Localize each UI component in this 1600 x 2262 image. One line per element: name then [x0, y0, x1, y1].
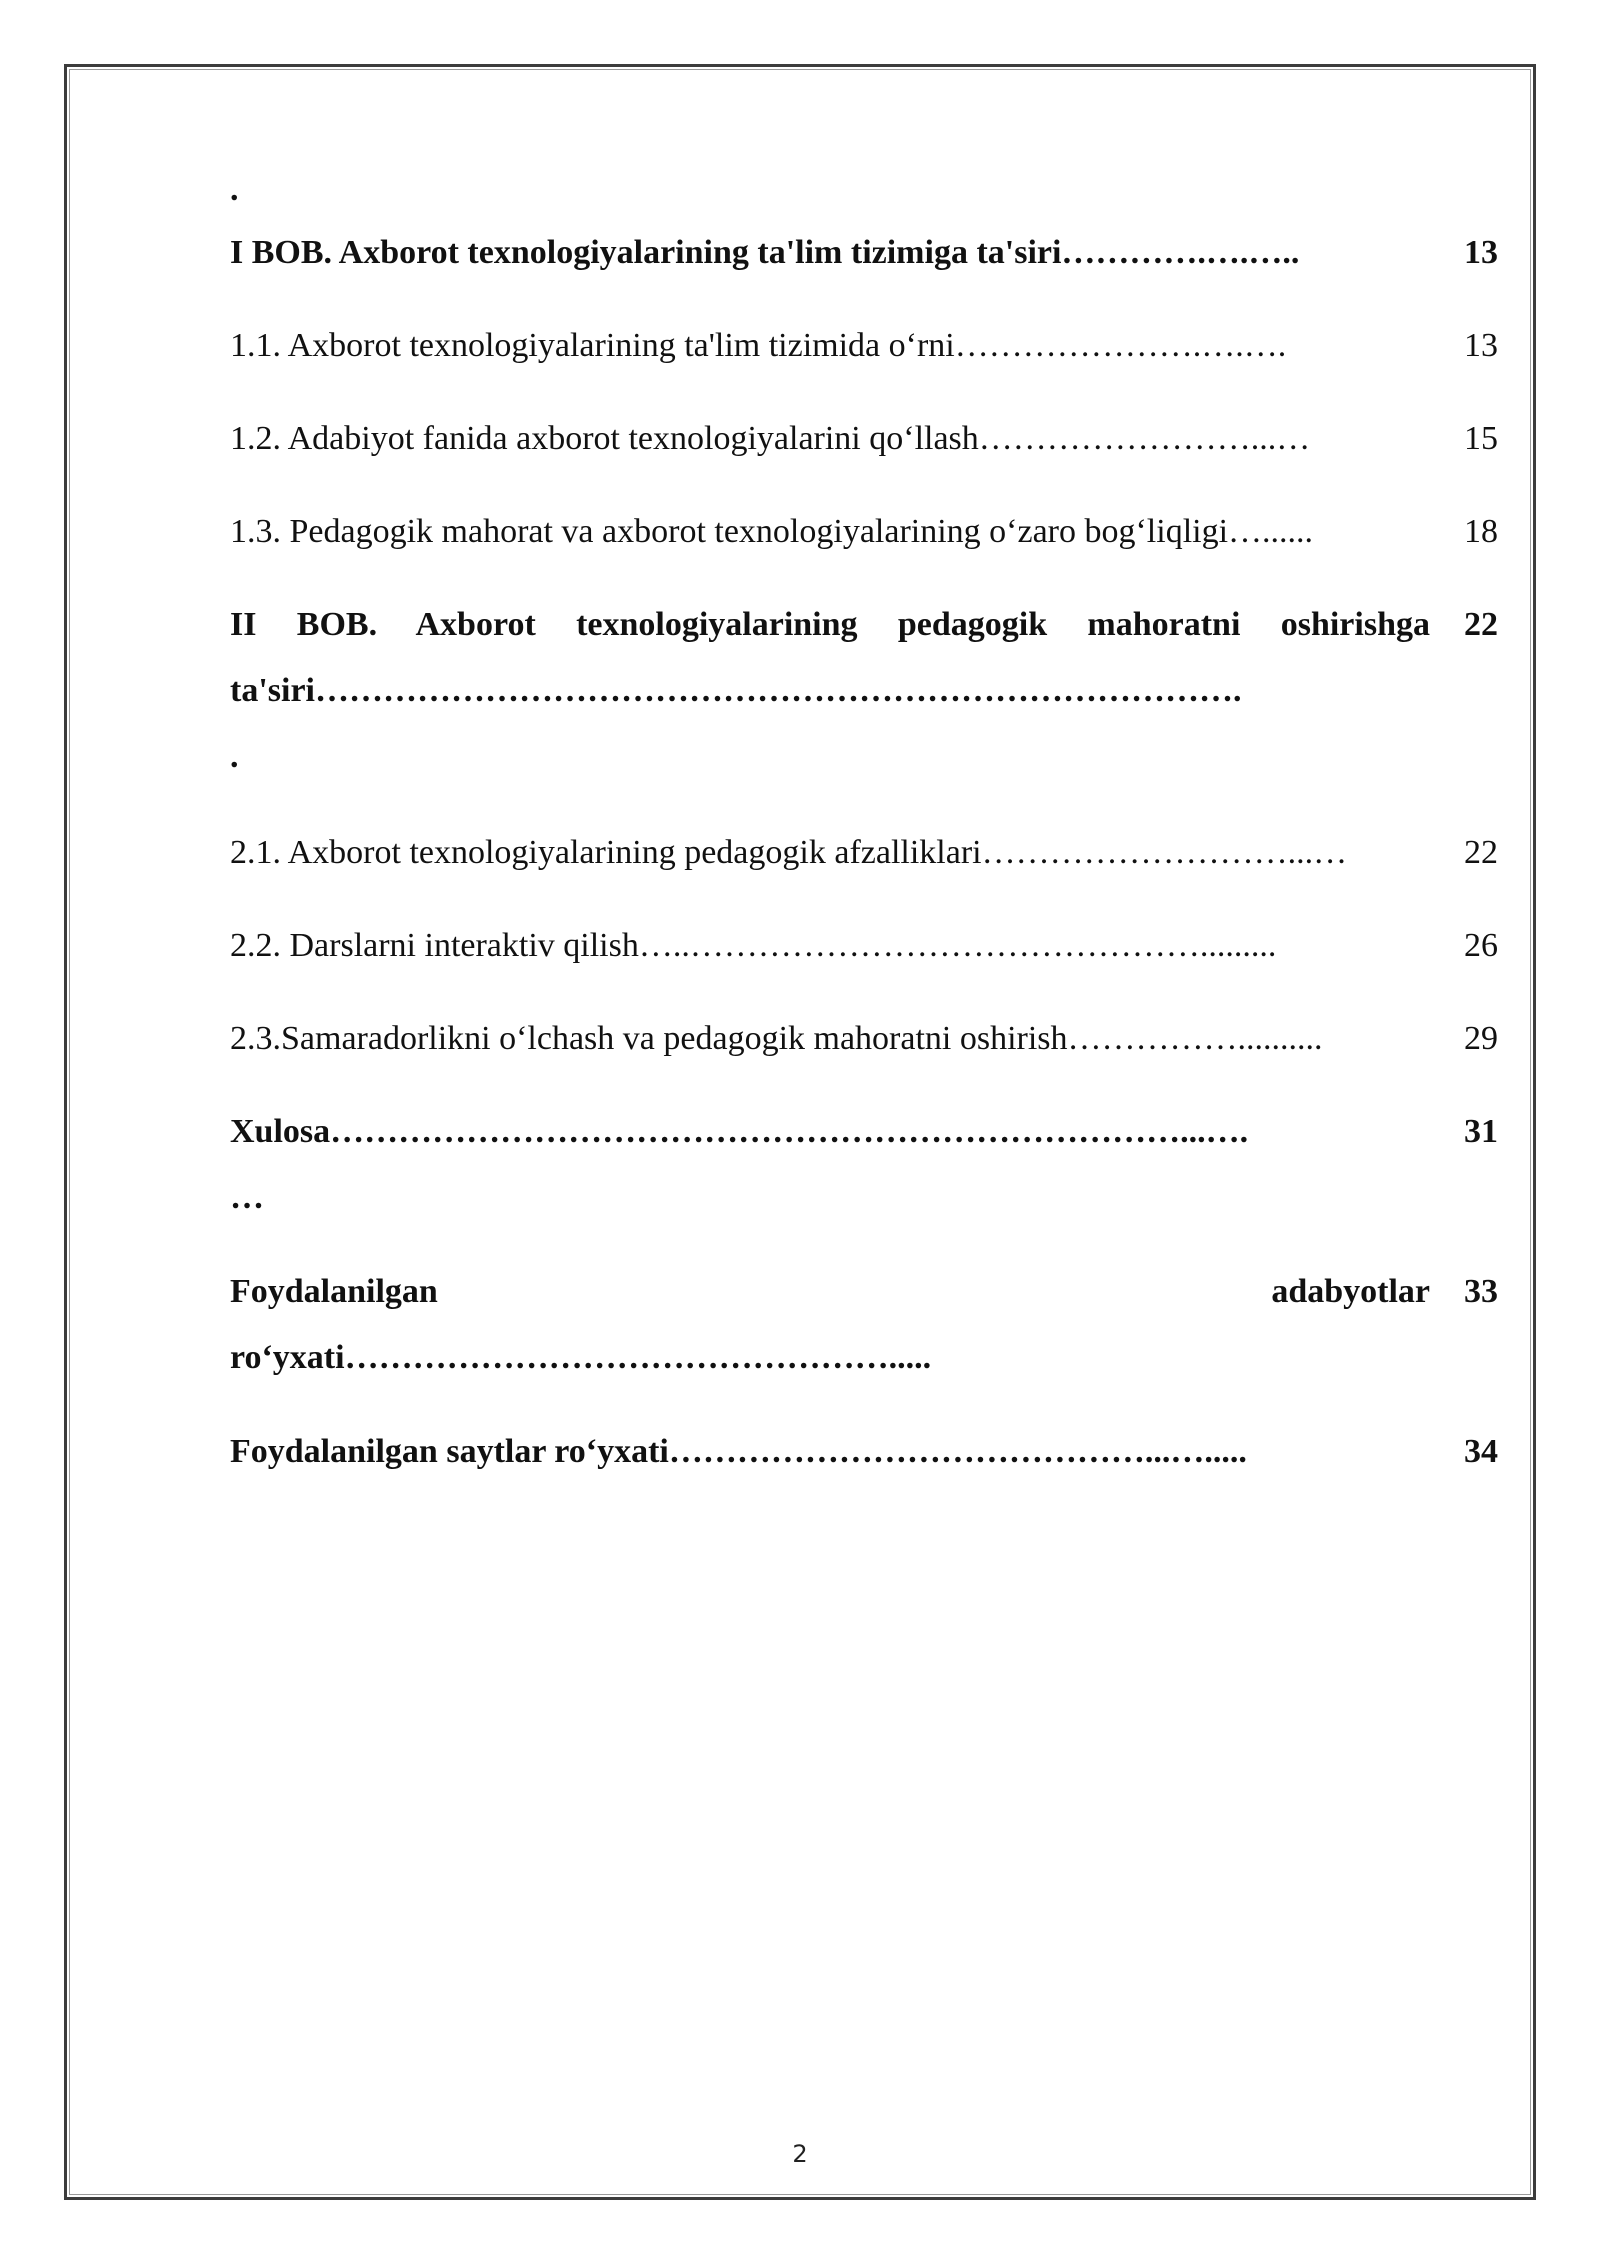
toc-entry-section-1-3[interactable]: [230, 499, 1498, 565]
toc-entry-page: 13: [1464, 327, 1498, 364]
toc-entry-title: [230, 592, 1430, 790]
toc-entry-chapter-2[interactable]: [230, 592, 1498, 790]
toc-entry-bibliography[interactable]: [230, 1259, 1498, 1391]
toc-entry-title: 2.1. Axborot texnologiyalarining pedagogik afzalliklari………………………...…: [230, 834, 1348, 871]
toc-entry-section-2-1[interactable]: [230, 820, 1498, 886]
toc-entry-title: Foydalanilgan saytlar ro‘yxati……………………………………...….....: [230, 1433, 1247, 1470]
page-number: 2: [792, 2140, 808, 2168]
toc-entry-title: 1.3. Pedagogik mahorat va axborot texnologiyalarining o‘zaro bog‘liqligi…......: [230, 513, 1314, 550]
toc-entry-conclusion[interactable]: [230, 1099, 1498, 1231]
table-of-contents: [230, 160, 1498, 1512]
toc-entry-page: 31: [1464, 1113, 1498, 1150]
toc-entry-page: 29: [1464, 1020, 1498, 1057]
toc-entry-page: 13: [1464, 234, 1498, 271]
toc-entry-section-1-1[interactable]: [230, 313, 1498, 379]
leading-dot: .: [230, 171, 239, 208]
toc-entry-page: 18: [1464, 513, 1498, 550]
toc-entry-title-line-2: ta'siri……………………………………………………………………….: [230, 672, 1242, 709]
toc-entry-section-2-3[interactable]: [230, 1006, 1498, 1072]
toc-entry-title-line-1: II BOB. Axborot texnologiyalarining pedagogik mahoratni oshirishga: [230, 606, 1430, 643]
toc-entry-page: 34: [1464, 1433, 1498, 1470]
toc-entry-title: I BOB. Axborot texnologiyalarining ta'lim tizimiga ta'siri………….….…..: [230, 234, 1300, 271]
toc-entry-page: 33: [1464, 1273, 1498, 1310]
toc-entry-section-1-2[interactable]: [230, 406, 1498, 472]
toc-entry-title: 2.3.Samaradorlikni o‘lchash va pedagogik mahoratni oshirish……………..........: [230, 1020, 1323, 1057]
toc-entry-title-line-3: .: [230, 738, 239, 775]
toc-entry-chapter-1[interactable]: [230, 220, 1498, 286]
toc-entry-title-line-2: ro‘yxati………………………………………….....: [230, 1339, 932, 1376]
toc-entry-title: 2.2. Darslarni interaktiv qilish…..……………………………………….........: [230, 927, 1277, 964]
toc-entry-title: 1.2. Adabiyot fanida axborot texnologiyalarini qo‘llash……………………...…: [230, 420, 1311, 457]
toc-entry-title-line-1: Xulosa…………………………………………………………………...….: [230, 1113, 1249, 1150]
toc-entry-title: 1.1. Axborot texnologiyalarining ta'lim tizimida o‘rni………………….….….: [230, 327, 1287, 364]
toc-entry-page: 15: [1464, 420, 1498, 457]
toc-entry-page: 22: [1464, 606, 1498, 643]
toc-entry-title: [230, 1099, 1430, 1231]
toc-entry-title: [230, 1259, 1430, 1391]
toc-entry-section-2-2[interactable]: [230, 913, 1498, 979]
toc-entry-title-line-1: Foydalanilgan adabyotlar: [230, 1273, 1430, 1310]
toc-entry-title-line-2: …: [230, 1179, 264, 1216]
toc-entry-websites[interactable]: [230, 1419, 1498, 1485]
toc-entry-page: 26: [1464, 927, 1498, 964]
toc-entry-page: 22: [1464, 834, 1498, 871]
